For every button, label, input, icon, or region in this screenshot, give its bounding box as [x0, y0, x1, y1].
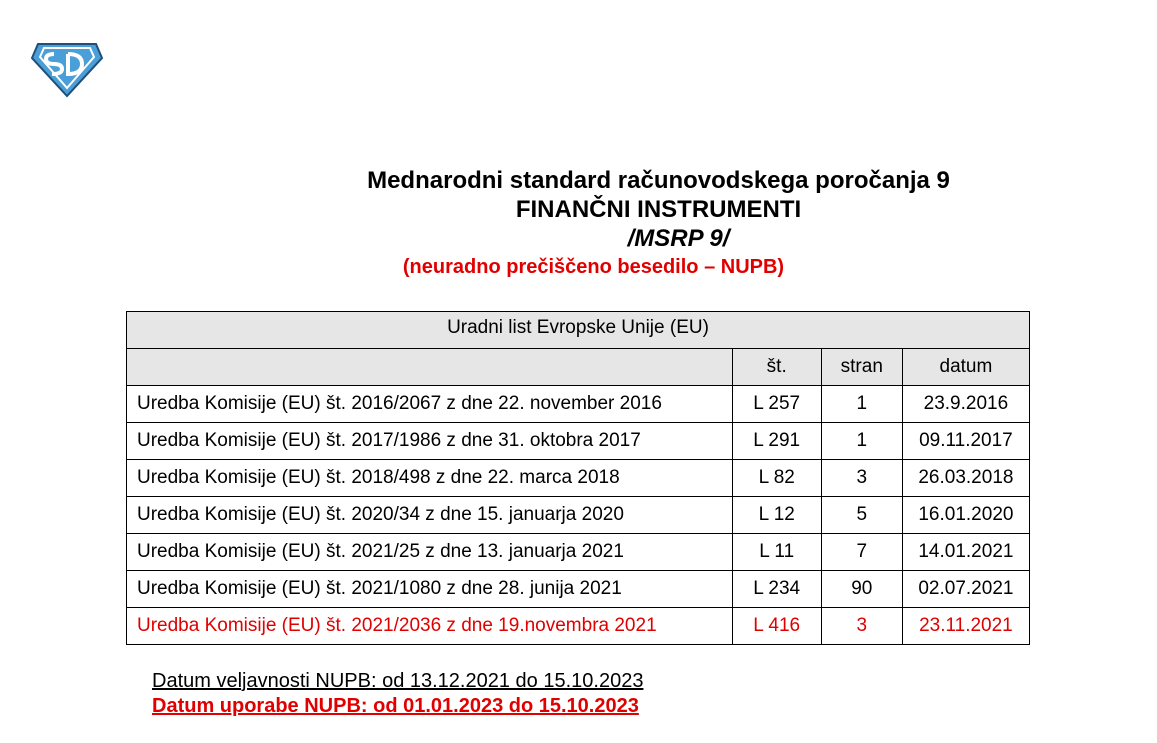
- table-row: [127, 571, 1030, 608]
- column-header-row: [127, 349, 1030, 386]
- row-num: L 416: [732, 608, 821, 645]
- column-header-date: datum: [902, 349, 1029, 386]
- validity-date-note: Datum veljavnosti NUPB: od 13.12.2021 do 15.10.2023: [152, 670, 644, 692]
- row-date: 02.07.2021: [902, 571, 1029, 608]
- row-date: 14.01.2021: [902, 534, 1029, 571]
- row-page: 7: [821, 534, 902, 571]
- row-page: 3: [821, 608, 902, 645]
- row-desc: Uredba Komisije (EU) št. 2016/2067 z dne 22. november 2016: [127, 386, 733, 423]
- row-num: L 12: [732, 497, 821, 534]
- row-page: 1: [821, 423, 902, 460]
- title-subject: FINANČNI INSTRUMENTI: [515, 196, 802, 223]
- row-date: 26.03.2018: [902, 460, 1029, 497]
- table-header: Uradni list Evropske Unije (EU): [127, 312, 1030, 349]
- column-header-page: stran: [821, 349, 902, 386]
- title-note: (neuradno prečiščeno besedilo – NUPB): [402, 256, 785, 278]
- regulations-table: [126, 311, 1030, 645]
- title-code: /MSRP 9/: [627, 225, 730, 252]
- column-header-num: št.: [732, 349, 821, 386]
- table-row: [127, 386, 1030, 423]
- row-num: L 82: [732, 460, 821, 497]
- table-row-highlighted: [127, 608, 1030, 645]
- row-page: 5: [821, 497, 902, 534]
- row-date: 16.01.2020: [902, 497, 1029, 534]
- row-desc: Uredba Komisije (EU) št. 2018/498 z dne 22. marca 2018: [127, 460, 733, 497]
- row-desc: Uredba Komisije (EU) št. 2021/25 z dne 13. januarja 2021: [127, 534, 733, 571]
- row-date: 23.9.2016: [902, 386, 1029, 423]
- row-num: L 234: [732, 571, 821, 608]
- title-standard: Mednarodni standard računovodskega poročanja 9: [367, 167, 950, 194]
- row-page: 3: [821, 460, 902, 497]
- row-date: 09.11.2017: [902, 423, 1029, 460]
- table-header-row: [127, 312, 1030, 349]
- row-desc: Uredba Komisije (EU) št. 2020/34 z dne 15. januarja 2020: [127, 497, 733, 534]
- row-date: 23.11.2021: [902, 608, 1029, 645]
- usage-date-note: Datum uporabe NUPB: od 01.01.2023 do 15.10.2023: [152, 695, 639, 717]
- document-title-block: [0, 166, 1157, 280]
- table-row: [127, 423, 1030, 460]
- row-desc: Uredba Komisije (EU) št. 2021/2036 z dne 19.novembra 2021: [127, 608, 733, 645]
- row-desc: Uredba Komisije (EU) št. 2017/1986 z dne 31. oktobra 2017: [127, 423, 733, 460]
- row-desc: Uredba Komisije (EU) št. 2021/1080 z dne 28. junija 2021: [127, 571, 733, 608]
- row-num: L 257: [732, 386, 821, 423]
- row-page: 1: [821, 386, 902, 423]
- diamond-logo-icon: [30, 40, 104, 98]
- row-num: L 291: [732, 423, 821, 460]
- table-row: [127, 534, 1030, 571]
- row-page: 90: [821, 571, 902, 608]
- table-row: [127, 460, 1030, 497]
- row-num: L 11: [732, 534, 821, 571]
- column-header-desc: [127, 349, 733, 386]
- table-row: [127, 497, 1030, 534]
